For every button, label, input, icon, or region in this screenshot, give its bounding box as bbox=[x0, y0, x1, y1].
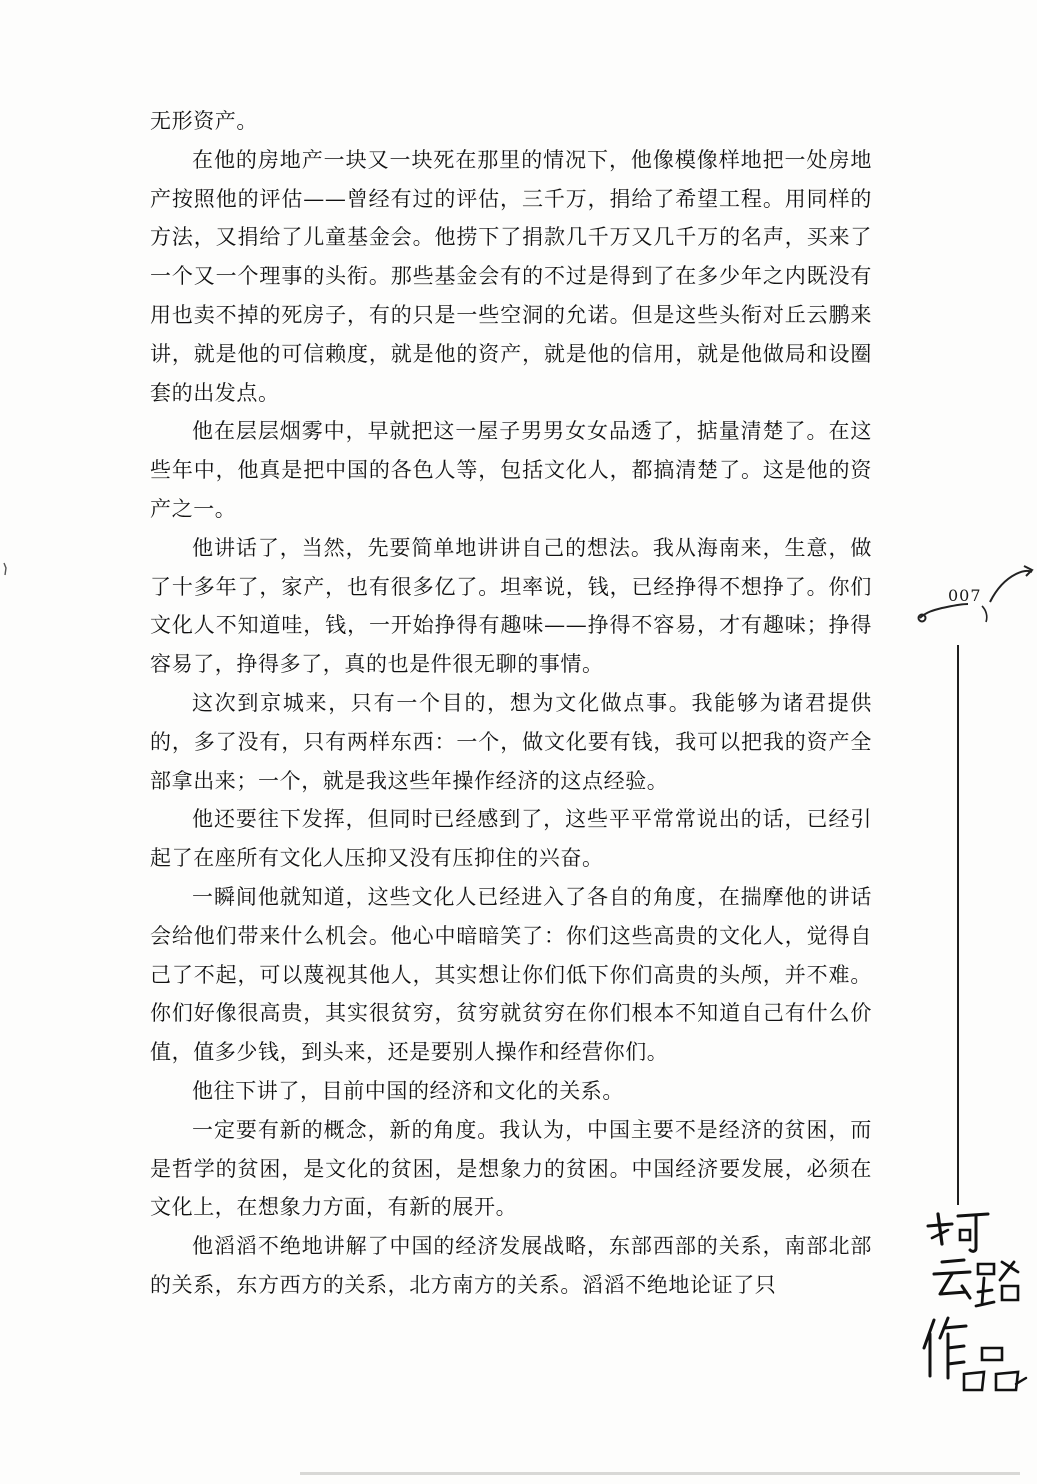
paragraph: 一瞬间他就知道，这些文化人已经进入了各自的角度，在揣摩他的讲话会给他们带来什么机会。他心中暗暗笑了：你们这些高贵的文化人，觉得自己了不起，可以蔑视其他人，其实想让你们低下你们高贵的头颅，并不难。你们好像很高贵，其实很贫穷，贫穷就贫穷在你们根本不知道自己有什么价值，值多少钱，到头来，还是要别人操作和经营你们。 bbox=[150, 884, 872, 1065]
paragraph: 他讲话了，当然，先要简单地讲讲自己的想法。我从海南来，生意，做了十多年了，家产，也有很多亿了。坦率说，钱，已经挣得不想挣了。你们文化人不知道哇，钱，一开始挣得有趣味——挣得不容易，才有趣味；挣得容易了，挣得多了，真的也是件很无聊的事情。 bbox=[150, 535, 872, 677]
paragraph: 在他的房地产一块又一块死在那里的情况下，他像模像样地把一处房地产按照他的评估——曾经有过的评估，三千万，捐给了希望工程。用同样的方法，又捐给了儿童基金会。他捞下了捐款几千万又几千万的名声，买来了一个又一个理事的头衔。那些基金会有的不过是得到了在多少年之内既没有用也卖不掉的死房子，有的只是一些空洞的允诺。但是这些头衔对丘云鹏来讲，就是他的可信赖度，就是他的资产，就是他的信用，就是他做局和设圈套的出发点。 bbox=[150, 147, 872, 405]
margin-rule bbox=[957, 645, 959, 1205]
scan-edge-shadow bbox=[300, 1472, 1020, 1475]
scan-speck-icon bbox=[2, 562, 8, 576]
paragraph: 他还要往下发挥，但同时已经感到了，这些平平常常说出的话，已经引起了在座所有文化人压抑又没有压抑住的兴奋。 bbox=[150, 807, 872, 871]
paragraph: 这次到京城来，只有一个目的，想为文化做点事。我能够为诸君提供的，多了没有，只有两样东西：一个，做文化要有钱，我可以把我的资产全部拿出来；一个，就是我这些年操作经济的这点经验。 bbox=[150, 690, 872, 793]
paragraph: 无形资产。 bbox=[150, 109, 258, 133]
paragraph: 一定要有新的概念，新的角度。我认为，中国主要不是经济的贫困，而是哲学的贫困，是文化的贫困，是想象力的贫困。中国经济要发展，必须在文化上，在想象力方面，有新的展开。 bbox=[150, 1117, 872, 1220]
paragraph: 他滔滔不绝地讲解了中国的经济发展战略，东部西部的关系，南部北部的关系，东方西方的关系，北方南方的关系。滔滔不绝地论证了只 bbox=[150, 1234, 872, 1297]
paragraph: 他在层层烟雾中，早就把这一屋子男男女女品透了，掂量清楚了。在这些年中，他真是把中国的各色人等，包括文化人，都搞清楚了。这是他的资产之一。 bbox=[150, 419, 872, 521]
paragraph: 他往下讲了，目前中国的经济和文化的关系。 bbox=[192, 1078, 624, 1103]
body-text bbox=[150, 102, 872, 1305]
page-number: 007 bbox=[948, 586, 982, 605]
author-signature-icon bbox=[918, 1208, 1033, 1408]
